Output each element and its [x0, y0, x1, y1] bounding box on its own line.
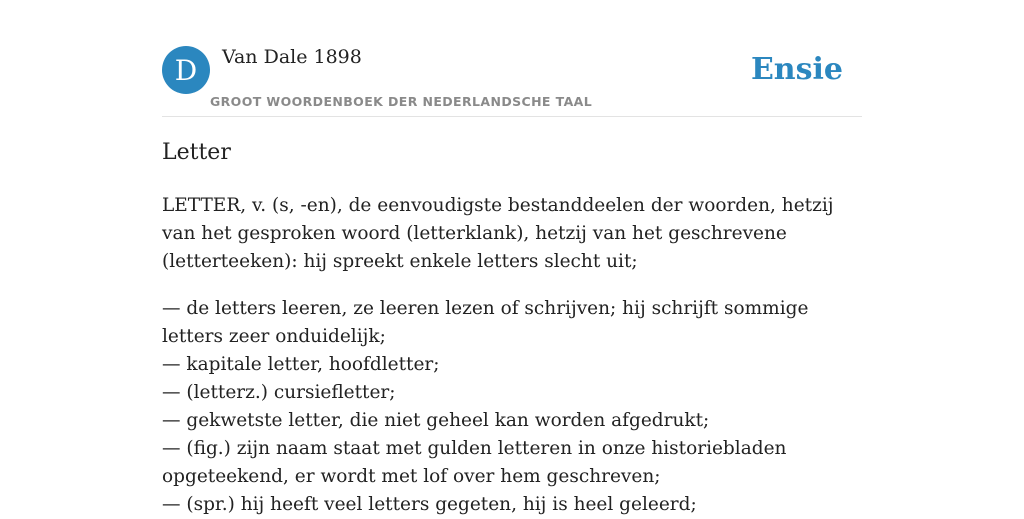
- subentry-line: — (letterz.) cursiefletter;: [162, 382, 396, 403]
- subentry-line: — gekwetste letter, die niet geheel kan worden afgedrukt;: [162, 410, 710, 431]
- dictionary-logo[interactable]: D: [162, 46, 210, 94]
- ensie-brand-link[interactable]: Ensie: [750, 52, 843, 87]
- dictionary-title[interactable]: Van Dale 1898: [222, 46, 362, 68]
- subentry-line: — (fig.) zijn naam staat met gulden letteren in onze historiebladen opgeteekend, er wordt met lof over hem geschreven;: [162, 438, 787, 487]
- site-header: [162, 46, 862, 117]
- entry-definition: LETTER, v. (s, -en), de eenvoudigste bestanddeelen der woorden, hetzij van het gesproken woord (letterklank), hetzij van het geschrevene (letterteeken): hij spreekt enkele letters slecht uit;: [162, 195, 834, 272]
- dictionary-subtitle: GROOT WOORDENBOEK DER NEDERLANDSCHE TAAL: [210, 94, 593, 109]
- entry-headword: Letter: [162, 140, 231, 165]
- entry-content: [162, 192, 862, 519]
- subentry-line: — (spr.) hij heeft veel letters gegeten, hij is heel geleerd;: [162, 494, 697, 515]
- subentry-line: — kapitale letter, hoofdletter;: [162, 354, 440, 375]
- subentry-line: — de letters leeren, ze leeren lezen of schrijven; hij schrijft sommige letters zeer onduidelijk;: [162, 298, 809, 347]
